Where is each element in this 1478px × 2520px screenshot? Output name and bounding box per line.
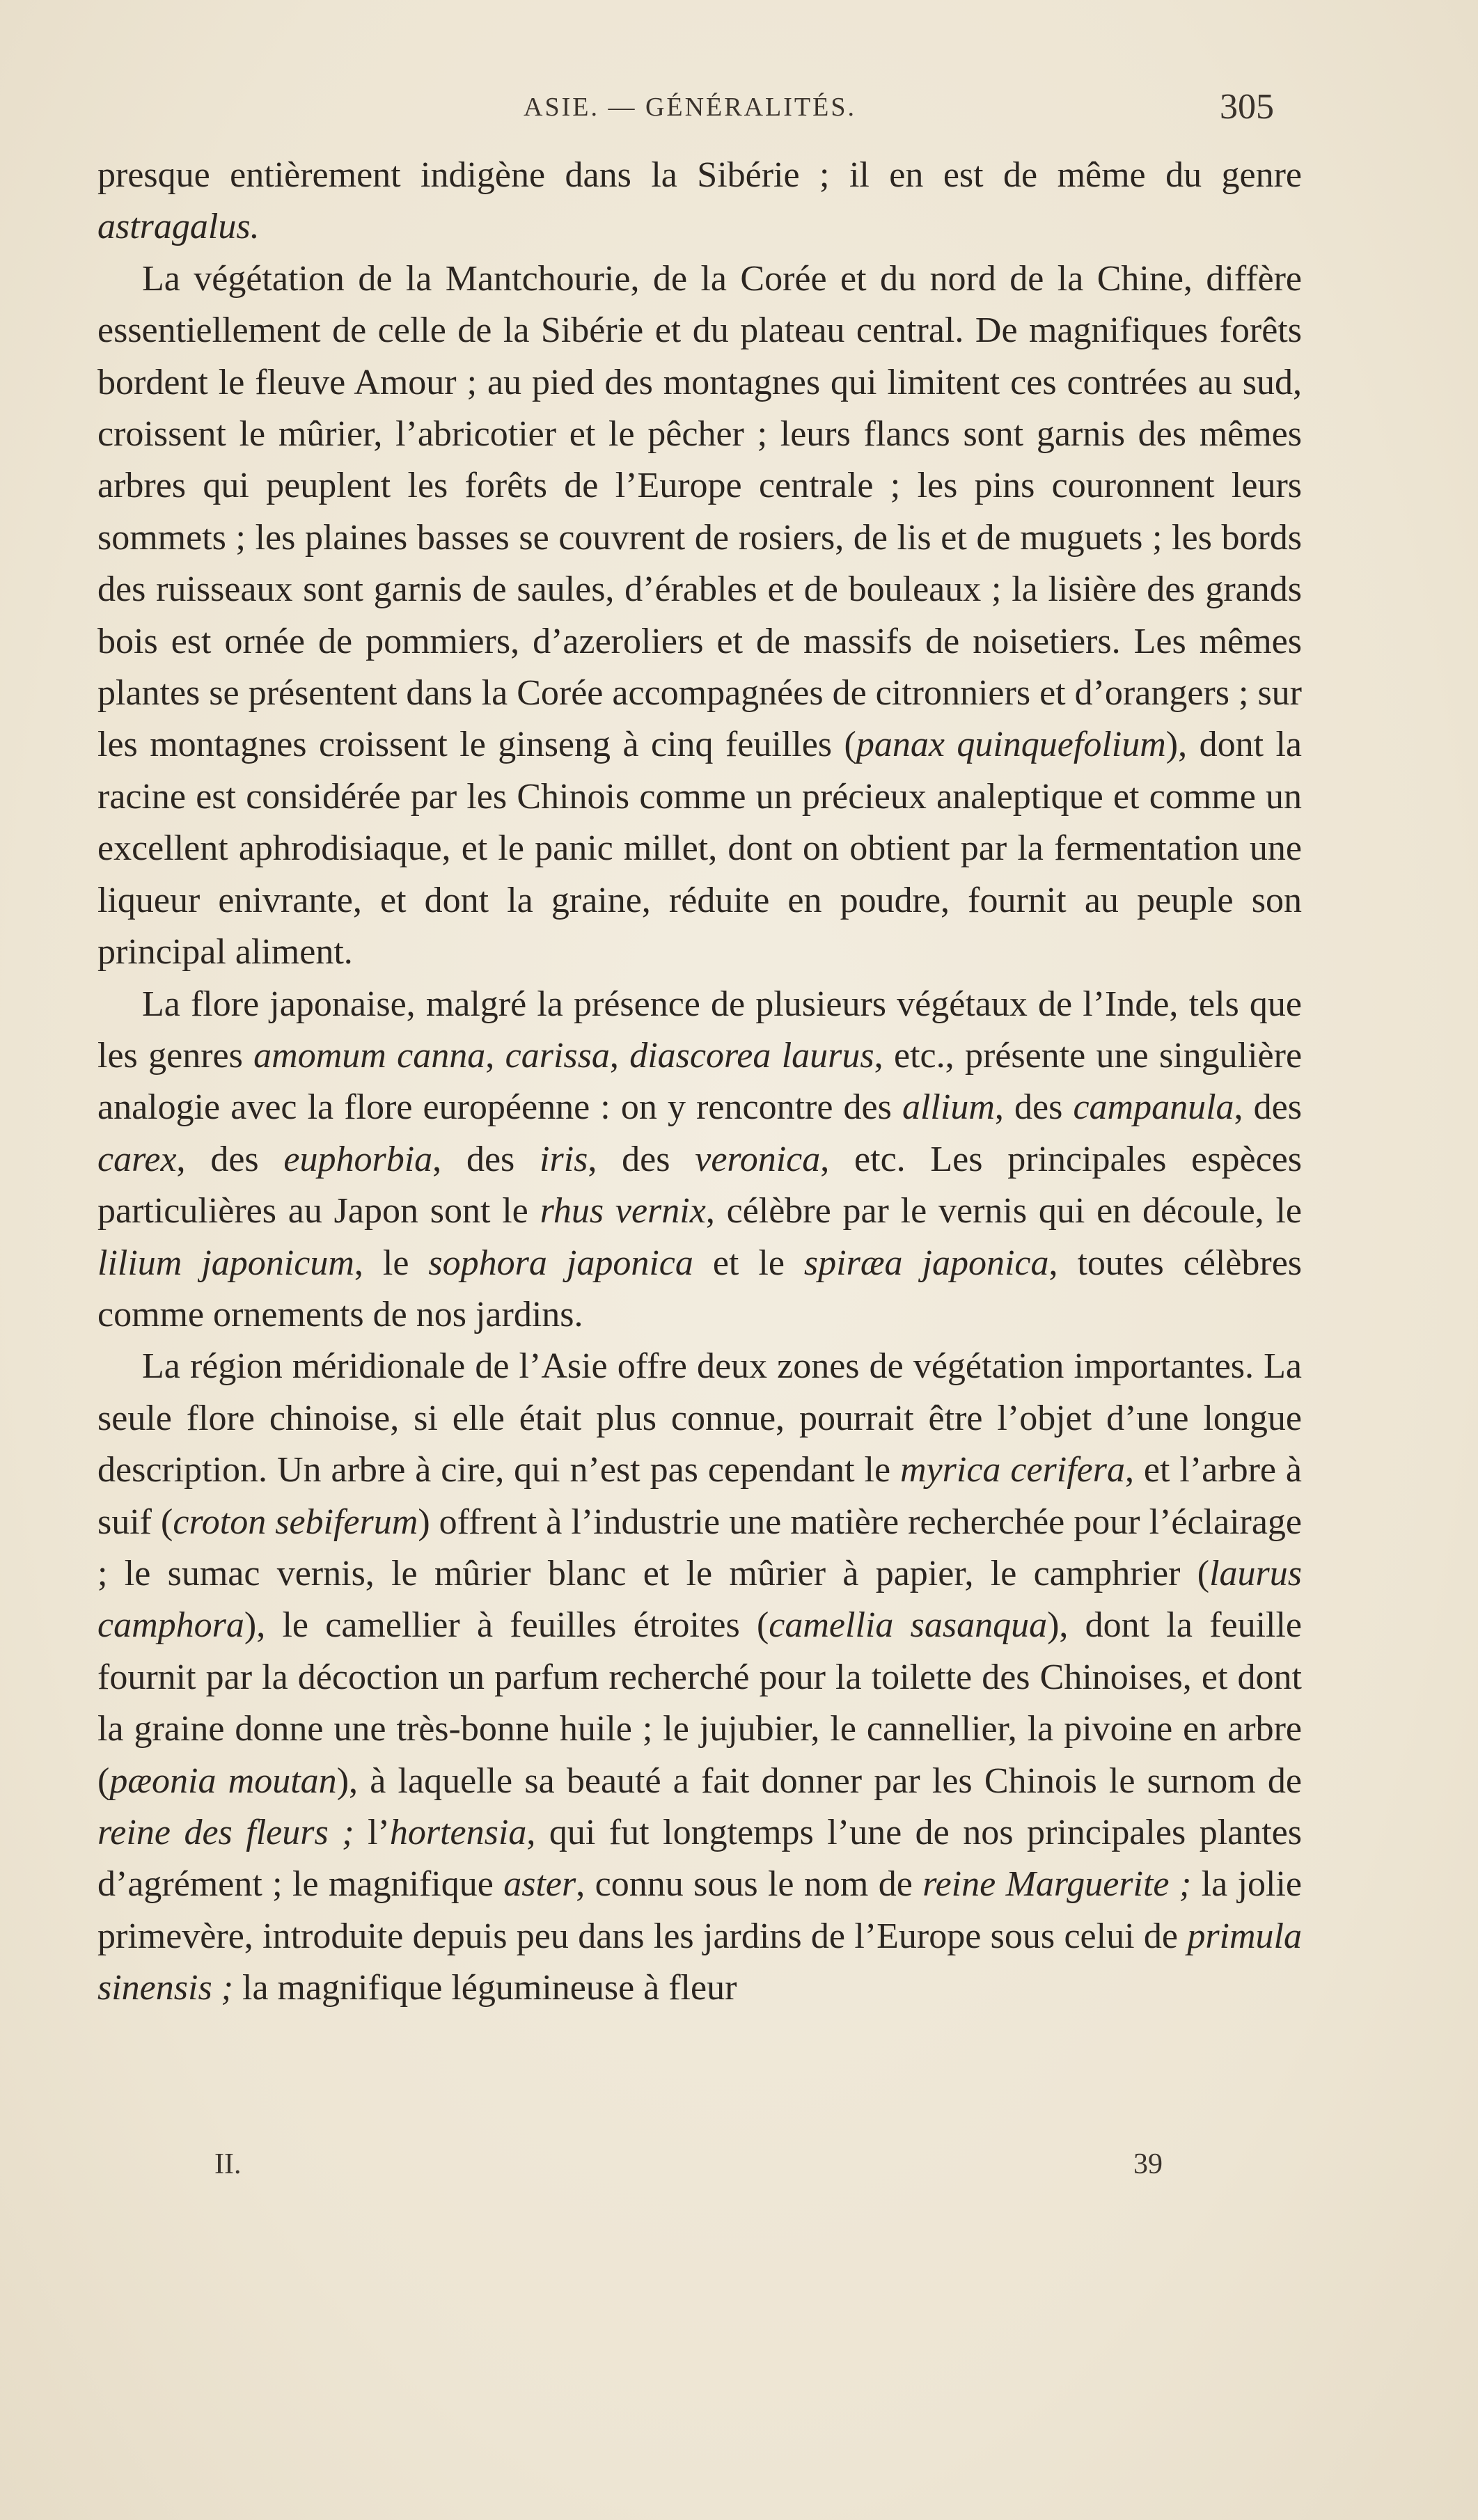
italic-term: primula sinensis ;	[97, 1916, 1302, 2008]
italic-term: spiræa japonica	[803, 1243, 1049, 1283]
text-run: ,	[609, 1035, 630, 1076]
italic-term: croton sebiferum	[173, 1502, 418, 1542]
paragraph	[97, 979, 1302, 1341]
text-run: , connu sous le nom de	[576, 1864, 923, 1905]
page-number: 305	[1220, 87, 1274, 127]
text-run: ,	[485, 1035, 505, 1076]
italic-term: carex	[97, 1139, 177, 1179]
italic-term: myrica cerifera	[900, 1450, 1125, 1490]
volume-number: II.	[214, 2148, 242, 2180]
text-run: presque entièrement indigène dans la Sibérie ; il en est de même du genre	[97, 155, 1302, 195]
italic-term: sophora japonica	[428, 1243, 693, 1283]
italic-term: allium	[902, 1087, 995, 1128]
italic-term: astragalus.	[97, 207, 260, 247]
italic-term: laurus camphora	[97, 1553, 1302, 1646]
signature-mark: 39	[1133, 2148, 1163, 2180]
text-run: ), à laquelle sa beauté a fait donner par les Chinois le surnom de	[336, 1761, 1302, 1801]
text-run: ), dont la racine est considérée par les Chinois comme un précieux analeptique et comme un excellent aphrodisiaque, et le panic millet, dont on obtient par la fermentation une liqueur enivrante, et dont la graine, réduite en poudre, fournit au peuple son principal aliment.	[97, 725, 1302, 972]
text-run: , des	[176, 1139, 284, 1179]
text-run: , etc. Les principales espèces particulières au Japon sont le	[97, 1139, 1302, 1231]
text-run: ), dont la feuille fournit par la décoction un parfum recherché pour la toilette des Chinoises, et dont la graine donne une très-bonne huile ; le jujubier, le cannellier, la pivoine en arbre (	[97, 1605, 1303, 1801]
text-run: La flore japonaise, malgré la présence de plusieurs végétaux de l’Inde, tels que les genres	[97, 984, 1302, 1076]
italic-term: camellia sasanqua	[769, 1605, 1048, 1646]
running-head: ASIE. — GÉNÉRALITÉS.	[524, 93, 856, 122]
italic-term: panax quinquefolium	[856, 725, 1166, 765]
italic-term: diascorea laurus	[629, 1035, 874, 1076]
text-run: et le	[693, 1243, 804, 1283]
italic-term: euphorbia	[283, 1139, 433, 1179]
italic-term: iris	[540, 1139, 588, 1179]
italic-term: carissa	[505, 1035, 610, 1076]
text-run: , célèbre par le vernis qui en découle, le	[705, 1191, 1302, 1231]
text-run: la magnifique légumineuse à fleur	[233, 1968, 737, 2008]
text-run: , des	[994, 1087, 1074, 1128]
italic-term: rhus vernix	[540, 1191, 706, 1231]
text-run: la jolie primevère, introduite depuis peu dans les jardins de l’Europe sous celui de	[97, 1864, 1303, 1956]
italic-term: campanula	[1073, 1087, 1234, 1128]
paragraph	[97, 253, 1302, 979]
italic-term: aster	[503, 1864, 576, 1905]
italic-term: veronica	[695, 1139, 821, 1179]
text-run: , qui fut longtemps l’une de nos principales plantes d’agrément ; le magnifique	[97, 1813, 1302, 1905]
text-run: , des	[588, 1139, 695, 1179]
text-run: , etc., présente une singulière analogie avec la flore européenne : on y rencontre des	[97, 1035, 1303, 1128]
text-run: ), le camellier à feuilles étroites (	[244, 1605, 769, 1646]
text-run: , le	[354, 1243, 429, 1283]
text-run: La région méridionale de l’Asie offre deux zones de végétation importantes. La seule flore chinoise, si elle était plus connue, pourrait être l’objet d’une longue description. Un arbre à cire, qui n’est pas cependant le	[97, 1346, 1302, 1490]
body-text	[97, 150, 1302, 2015]
italic-term: lilium japonicum	[97, 1243, 354, 1283]
italic-term: pæonia moutan	[109, 1761, 337, 1801]
italic-term: reine des fleurs ;	[97, 1813, 354, 1852]
text-run: , des	[432, 1139, 540, 1179]
text-run: La végétation de la Mantchourie, de la Corée et du nord de la Chine, diffère essentiellement de celle de la Sibérie et du plateau central. De magnifiques forêts bordent le fleuve Amour ; au pied des montagnes qui limitent ces contrées au sud, croissent le mûrier, l’abricotier et le pêcher ; leurs flancs sont garnis des mêmes arbres qui peuplent les forêts de l’Europe centrale ; les pins couronnent leurs sommets ; les plaines basses se couvrent de rosiers, de lis et de muguets ; les bords des ruisseaux sont garnis de saules, d’érables et de bouleaux ; la lisière des grands bois est ornée de pommiers, d’azeroliers et de massifs de noisetiers. Les mêmes plantes se présentent dans la Corée accompagnées de citronniers et d’orangers ; sur les montagnes croissent le ginseng à cinq feuilles (	[97, 258, 1302, 765]
text-run: , des	[1234, 1087, 1302, 1128]
text-run: , toutes célèbres comme ornements de nos jardins.	[97, 1243, 1303, 1334]
italic-term: reine Marguerite ;	[922, 1864, 1192, 1905]
text-run: , et l’arbre à suif (	[97, 1450, 1302, 1542]
italic-term: hortensia	[389, 1813, 527, 1852]
italic-term: amomum canna	[253, 1035, 486, 1076]
text-run: l’	[354, 1813, 390, 1852]
text-run: ) offrent à l’industrie une matière recherchée pour l’éclairage ; le sumac vernis, le mûrier blanc et le mûrier à papier, le camphrier (	[97, 1502, 1302, 1593]
paragraph	[97, 1341, 1302, 2014]
paragraph	[97, 150, 1302, 253]
